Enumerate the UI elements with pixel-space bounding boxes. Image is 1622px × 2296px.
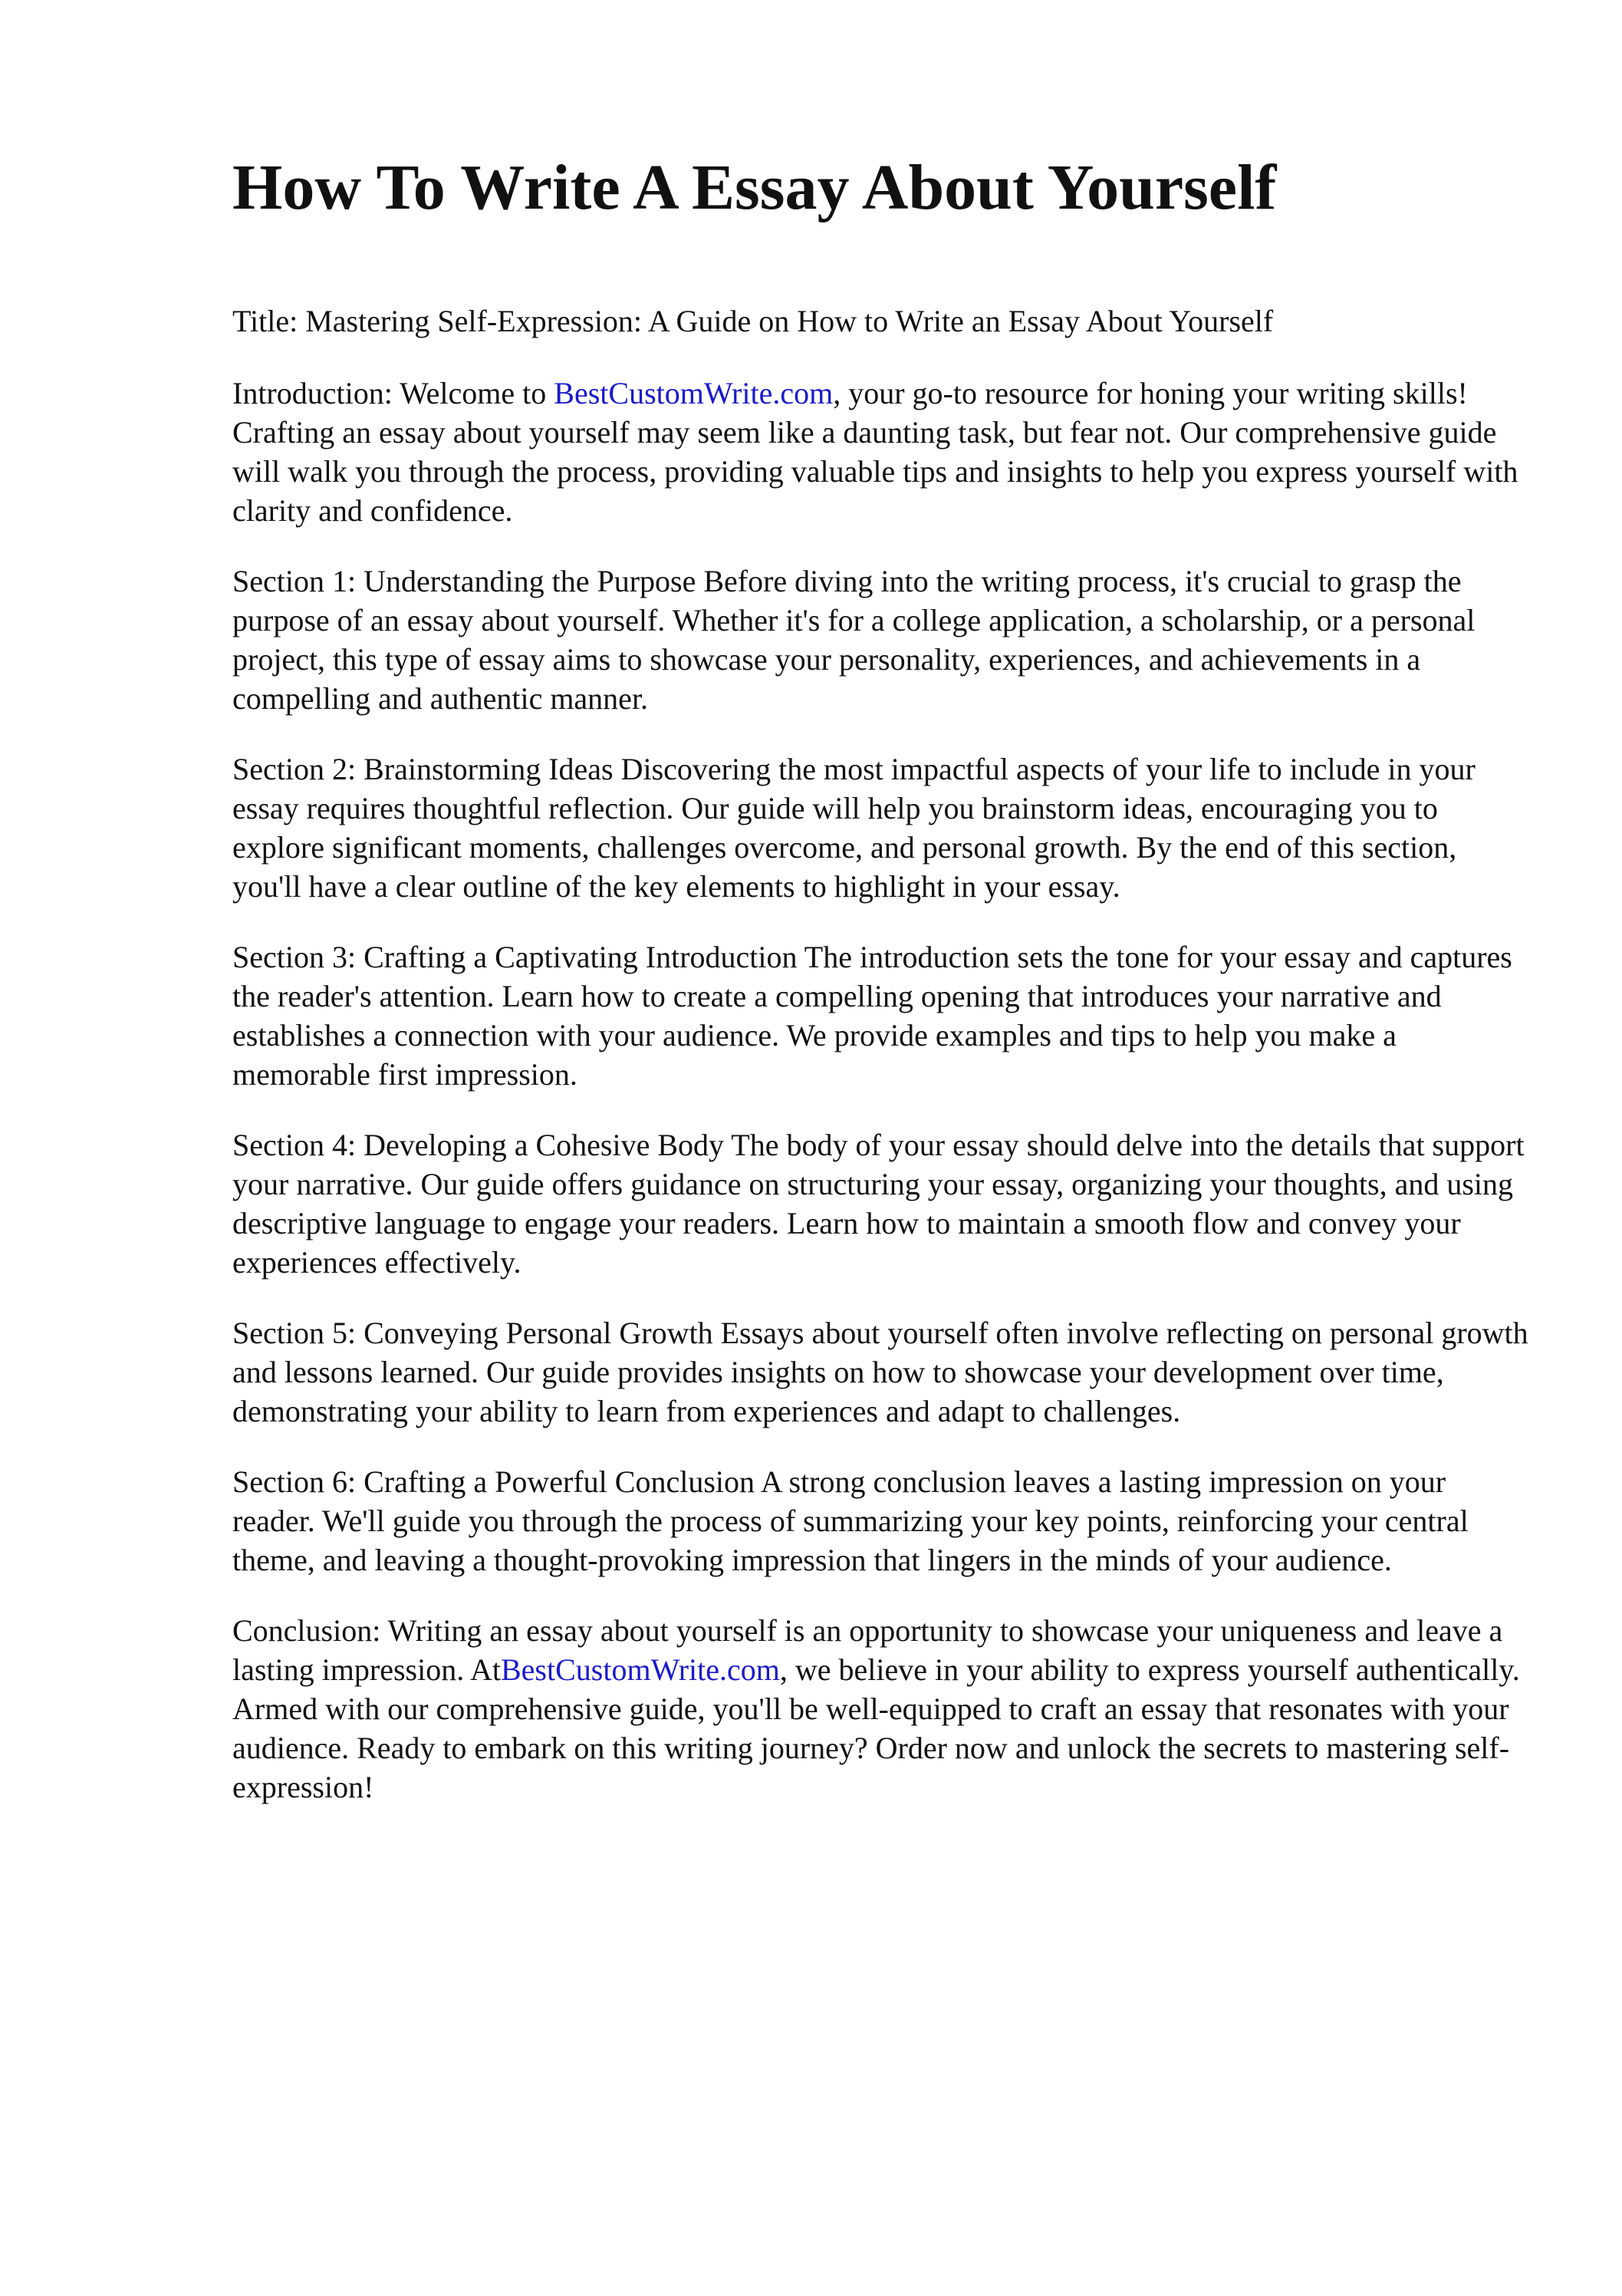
section-4-paragraph: Section 4: Developing a Cohesive Body The body of your essay should delve into the details that support your narrative. Our guide offers guidance on structuring your essay, organizing your thoughts, and using descriptive language to engage your readers. Learn how to maintain a smooth flow and convey your experiences effectively. bbox=[232, 1128, 1525, 1280]
section-5-paragraph: Section 5: Conveying Personal Growth Essays about yourself often involve reflecting on personal growth and lessons learned. Our guide provides insights on how to showcase your development over time, demonstrating your ability to learn from experiences and adapt to challenges. bbox=[232, 1316, 1528, 1428]
essay-subtitle: Title: Mastering Self-Expression: A Guide on How to Write an Essay About Yourself bbox=[232, 304, 1274, 338]
intro-site-link[interactable]: BestCustomWrite.com bbox=[554, 376, 834, 410]
intro-text-before: Introduction: Welcome to bbox=[232, 376, 554, 410]
conclusion-site-link[interactable]: BestCustomWrite.com bbox=[501, 1652, 780, 1687]
conclusion-text-after: , we believe in your ability to express yourself authentically. Armed with our comprehensive guide, you'll be well-equipped to craft an essay that resonates with your audience. Ready to embark on this writing journey? Order now and unlock the secrets to mastering self-expression! bbox=[232, 1652, 1520, 1804]
intro-paragraph bbox=[232, 374, 1528, 530]
page-title: How To Write A Essay About Yourself bbox=[232, 152, 1277, 223]
section-3-paragraph: Section 3: Crafting a Captivating Introduction The introduction sets the tone for your essay and captures the reader's attention. Learn how to create a compelling opening that introduces your narrative and establishes a connection with your audience. We provide examples and tips to help you make a memorable first impression. bbox=[232, 940, 1512, 1092]
section-2-paragraph: Section 2: Brainstorming Ideas Discovering the most impactful aspects of your life to include in your essay requires thoughtful reflection. Our guide will help you brainstorm ideas, encouraging you to explore significant moments, challenges overcome, and personal growth. By the end of this section, you'll have a clear outline of the key elements to highlight in your essay. bbox=[232, 752, 1476, 904]
document-content bbox=[232, 146, 1528, 1807]
conclusion-text-before: Conclusion: Writing an essay about yourself is an opportunity to showcase your uniqueness and leave a lasting impression. At bbox=[232, 1613, 1503, 1687]
conclusion-paragraph bbox=[232, 1611, 1528, 1807]
intro-text-after: , your go-to resource for honing your writing skills! Crafting an essay about yourself may seem like a daunting task, but fear not. Our comprehensive guide will walk you through the process, providing valuable tips and insights to help you express yourself with clarity and confidence. bbox=[232, 376, 1518, 528]
section-6-paragraph: Section 6: Crafting a Powerful Conclusion A strong conclusion leaves a lasting impression on your reader. We'll guide you through the process of summarizing your key points, reinforcing your central theme, and leaving a thought-provoking impression that lingers in the minds of your audience. bbox=[232, 1464, 1469, 1577]
section-1-paragraph: Section 1: Understanding the Purpose Before diving into the writing process, it's crucial to grasp the purpose of an essay about yourself. Whether it's for a college application, a scholarship, or a personal project, this type of essay aims to showcase your personality, experiences, and achievements in a compelling and authentic manner. bbox=[232, 564, 1476, 716]
